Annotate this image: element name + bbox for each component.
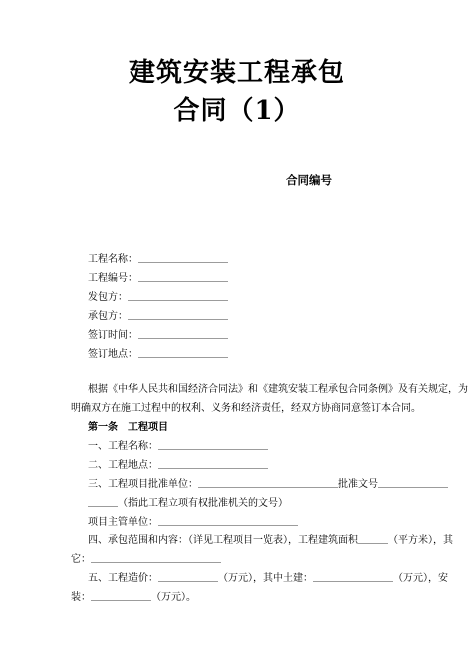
field-signing-place: 签订地点：＿＿＿＿＿＿＿＿＿ — [88, 349, 228, 360]
article-item-project-location: 二、工程地点：＿＿＿＿＿＿＿＿＿＿＿ — [88, 460, 268, 471]
article-item-approval-note: ＿＿＿（指此工程立项有权批准机关的文号） — [88, 498, 288, 509]
article-item-approval-unit: 三、工程项目批准单位：＿＿＿＿＿＿＿＿＿＿＿＿＿＿批准文号＿＿＿＿＿＿＿ — [88, 479, 448, 490]
article-item-cost: 五、工程造价：＿＿＿＿＿＿（万元），其中土建：＿＿＿＿＿＿＿＿（万元），安 — [88, 573, 448, 584]
field-contractor: 承包方：＿＿＿＿＿＿＿＿＿＿ — [88, 311, 228, 322]
contract-title-line2: 合同（1） — [173, 96, 301, 126]
article-item-scope: 四、承包范围和内容：（详见工程项目一览表），工程建筑面积＿＿＿（平方米），其 — [88, 535, 453, 546]
preamble-line-1: 根据《中华人民共和国经济合同法》和《建筑安装工程承包合同条例》及有关规定，为 — [88, 384, 468, 395]
field-signing-date: 签订时间：＿＿＿＿＿＿＿＿＿ — [88, 330, 228, 341]
field-project-number: 工程编号：＿＿＿＿＿＿＿＿＿ — [88, 273, 228, 284]
article-item-project-name: 一、工程名称：＿＿＿＿＿＿＿＿＿＿＿ — [88, 441, 268, 452]
preamble-line-2: 明确双方在施工过程中的权利、义务和经济责任，经双方协商同意签订本合同。 — [71, 403, 421, 414]
article-item-cost-install: 装：＿＿＿＿＿＿（万元）。 — [71, 592, 196, 603]
article-item-supervising-unit: 项目主管单位：＿＿＿＿＿＿＿＿＿＿＿＿＿＿ — [88, 517, 298, 528]
article-1-heading: 第一条 工程项目 — [88, 422, 168, 433]
contract-title-line1: 建筑安装工程承包 — [128, 58, 345, 88]
field-employer: 发包方：＿＿＿＿＿＿＿＿＿＿ — [88, 292, 228, 303]
field-project-name: 工程名称：＿＿＿＿＿＿＿＿＿ — [88, 254, 228, 265]
contract-number-label: 合同编号 — [286, 173, 332, 187]
article-item-scope-other: 它：＿＿＿＿＿＿＿＿＿＿＿＿＿ — [71, 554, 221, 565]
